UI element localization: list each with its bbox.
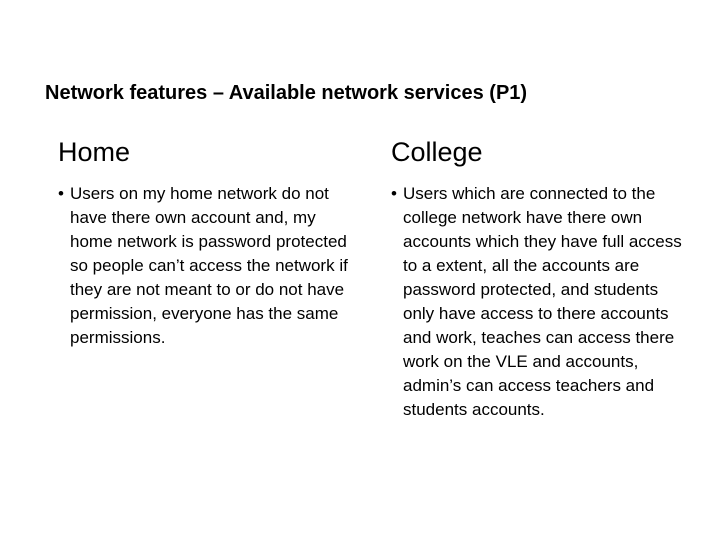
college-bullet-text: Users which are connected to the college network have there own accounts which they have full access to a extent, all the accounts are password protected, and students only have access to there accounts and work, teaches can access there work on the VLE and accounts, admin’s can access teachers and students accounts.: [403, 184, 682, 419]
college-column: [391, 136, 691, 422]
home-bullet-item: [58, 182, 358, 350]
bullet-icon: •: [58, 184, 64, 203]
bullet-icon: •: [391, 184, 397, 203]
home-bullet-text: Users on my home network do not have there own account and, my home network is password protected so people can’t access the network if they are not meant to or do not have permission, everyone has the same permissions.: [70, 184, 348, 347]
home-heading: Home: [58, 137, 131, 167]
college-bullet-list: [391, 182, 691, 422]
home-bullet-list: [58, 182, 358, 350]
college-heading: College: [391, 137, 483, 167]
home-column: [58, 136, 358, 350]
slide-title: Network features – Available network services (P1): [45, 82, 528, 104]
college-bullet-item: [391, 182, 691, 422]
